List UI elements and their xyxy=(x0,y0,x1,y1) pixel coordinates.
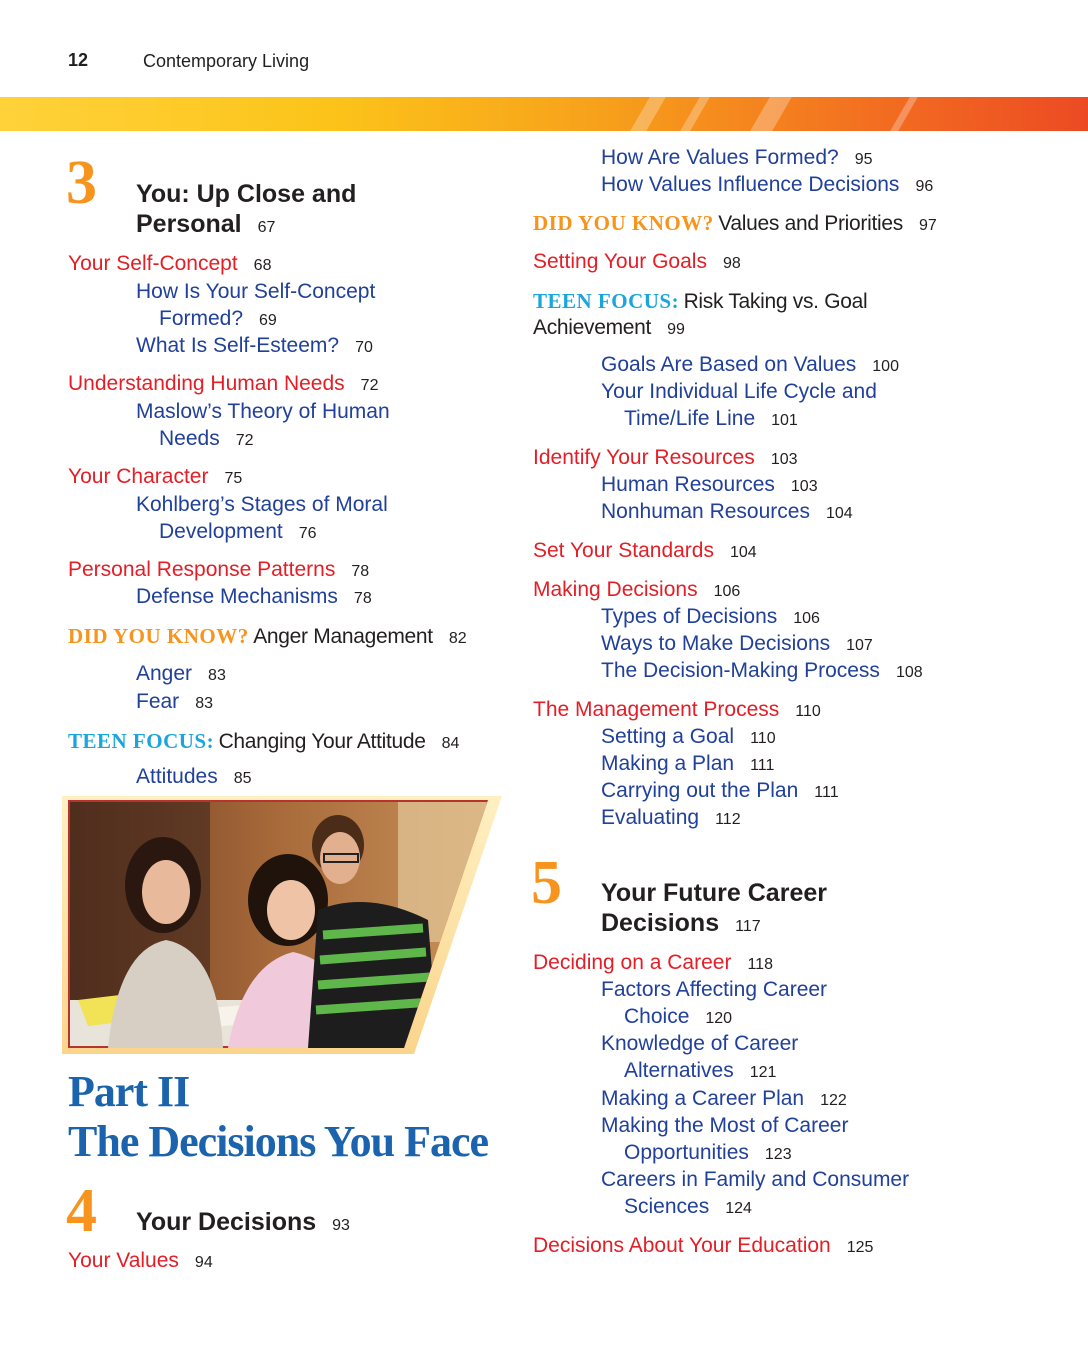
toc-entry-your-values[interactable]: Your Values 94 xyxy=(68,1249,213,1272)
part-2-subtitle: The Decisions You Face xyxy=(68,1117,489,1166)
chapter-5-page: 117 xyxy=(735,918,761,935)
feature-did-you-know-anger[interactable]: DID YOU KNOW? Anger Management 82 xyxy=(68,624,467,648)
toc-entry-most-career-cont[interactable]: Opportunities 123 xyxy=(624,1141,792,1164)
toc-entry-maslow[interactable]: Maslow’s Theory of Human xyxy=(136,400,390,423)
chapter-5-title-line1: Your Future Career xyxy=(601,879,827,907)
toc-entry-nonhuman-resources[interactable]: Nonhuman Resources 104 xyxy=(601,500,853,523)
toc-entry-kohlberg[interactable]: Kohlberg’s Stages of Moral xyxy=(136,493,388,516)
toc-entry-human-needs[interactable]: Understanding Human Needs 72 xyxy=(68,372,379,395)
chapter-3-number: 3 xyxy=(66,149,97,217)
toc-entry-standards[interactable]: Set Your Standards 104 xyxy=(533,539,757,562)
toc-entry-education[interactable]: Decisions About Your Education 125 xyxy=(533,1234,874,1257)
toc-entry-making-plan[interactable]: Making a Plan 111 xyxy=(601,752,775,775)
toc-entry-human-resources[interactable]: Human Resources 103 xyxy=(601,473,818,496)
toc-entry-factors[interactable]: Factors Affecting Career xyxy=(601,978,828,1001)
chapter-5-number: 5 xyxy=(531,849,562,917)
part-2-title: Part II xyxy=(68,1067,190,1116)
toc-entry-kohlberg-cont[interactable]: Development 76 xyxy=(159,520,317,543)
toc-entry-values-influence[interactable]: How Values Influence Decisions 96 xyxy=(601,173,934,196)
toc-entry-goals-values[interactable]: Goals Are Based on Values 100 xyxy=(601,353,899,376)
toc-entry-carrying-plan[interactable]: Carrying out the Plan 111 xyxy=(601,779,839,802)
chapter-3-title-line2: Personal 67 xyxy=(136,210,276,238)
toc-entry-knowledge[interactable]: Knowledge of Career xyxy=(601,1032,799,1055)
toc-entry-careers-family-cont[interactable]: Sciences 124 xyxy=(624,1195,752,1218)
chapter-3-page: 67 xyxy=(257,219,276,236)
feature-did-you-know-values[interactable]: DID YOU KNOW? Values and Priorities 97 xyxy=(533,211,937,235)
toc-entry-decision-process[interactable]: The Decision-Making Process 108 xyxy=(601,659,923,682)
toc-entry-careers-family[interactable]: Careers in Family and Consumer xyxy=(601,1168,910,1191)
feature-teen-focus-risk[interactable]: TEEN FOCUS: Risk Taking vs. Goal xyxy=(533,289,868,313)
toc-entry-most-career[interactable]: Making the Most of Career xyxy=(601,1114,849,1137)
toc-entry-anger[interactable]: Anger 83 xyxy=(136,662,226,685)
toc-entry-defense[interactable]: Defense Mechanisms 78 xyxy=(136,585,372,608)
toc-entry-values-formed[interactable]: How Are Values Formed? 95 xyxy=(601,146,873,169)
page-number: 12 xyxy=(68,50,89,70)
toc-entry-making-decisions[interactable]: Making Decisions 106 xyxy=(533,578,741,601)
toc-entry-life-cycle[interactable]: Your Individual Life Cycle and xyxy=(601,380,877,403)
toc-entry-life-cycle-cont[interactable]: Time/Life Line 101 xyxy=(624,407,798,430)
toc-entry-self-concept[interactable]: Your Self-Concept 68 xyxy=(68,252,272,275)
toc-entry-evaluating[interactable]: Evaluating 112 xyxy=(601,806,741,829)
toc-entry-career-plan[interactable]: Making a Career Plan 122 xyxy=(601,1087,847,1110)
toc-entry-response-patterns[interactable]: Personal Response Patterns 78 xyxy=(68,558,370,581)
feature-teen-focus-attitude[interactable]: TEEN FOCUS: Changing Your Attitude 84 xyxy=(68,729,460,753)
toc-entry-factors-cont[interactable]: Choice 120 xyxy=(624,1005,733,1028)
toc-entry-how-formed[interactable]: How Is Your Self-Concept xyxy=(136,280,376,303)
chapter-3-title-line1: You: Up Close and xyxy=(136,180,357,208)
toc-entry-character[interactable]: Your Character 75 xyxy=(68,465,243,488)
chapter-4-title: Your Decisions 93 xyxy=(136,1208,350,1236)
header-banner xyxy=(0,97,1088,131)
toc-entry-knowledge-cont[interactable]: Alternatives 121 xyxy=(624,1059,777,1082)
toc-entry-attitudes[interactable]: Attitudes 85 xyxy=(136,765,252,788)
chapter-5-title-line2: Decisions 117 xyxy=(601,909,761,937)
toc-entry-maslow-cont[interactable]: Needs 72 xyxy=(159,427,254,450)
toc-entry-resources[interactable]: Identify Your Resources 103 xyxy=(533,446,798,469)
toc-entry-how-formed-cont[interactable]: Formed? 69 xyxy=(159,307,277,330)
chapter-4-page: 93 xyxy=(332,1217,350,1234)
toc-entry-deciding-career[interactable]: Deciding on a Career 118 xyxy=(533,951,773,974)
toc-entry-types-decisions[interactable]: Types of Decisions 106 xyxy=(601,605,820,628)
toc-entry-self-esteem[interactable]: What Is Self-Esteem? 70 xyxy=(136,334,373,357)
toc-entry-setting-goals[interactable]: Setting Your Goals 98 xyxy=(533,250,741,273)
toc-entry-ways-decisions[interactable]: Ways to Make Decisions 107 xyxy=(601,632,873,655)
running-head: Contemporary Living xyxy=(143,51,310,71)
feature-teen-focus-risk-cont[interactable]: Achievement 99 xyxy=(533,316,685,339)
toc-entry-management[interactable]: The Management Process 110 xyxy=(533,698,821,721)
toc-entry-setting-goal[interactable]: Setting a Goal 110 xyxy=(601,725,776,748)
chapter-4-number: 4 xyxy=(66,1177,97,1245)
toc-entry-fear[interactable]: Fear 83 xyxy=(136,690,213,713)
